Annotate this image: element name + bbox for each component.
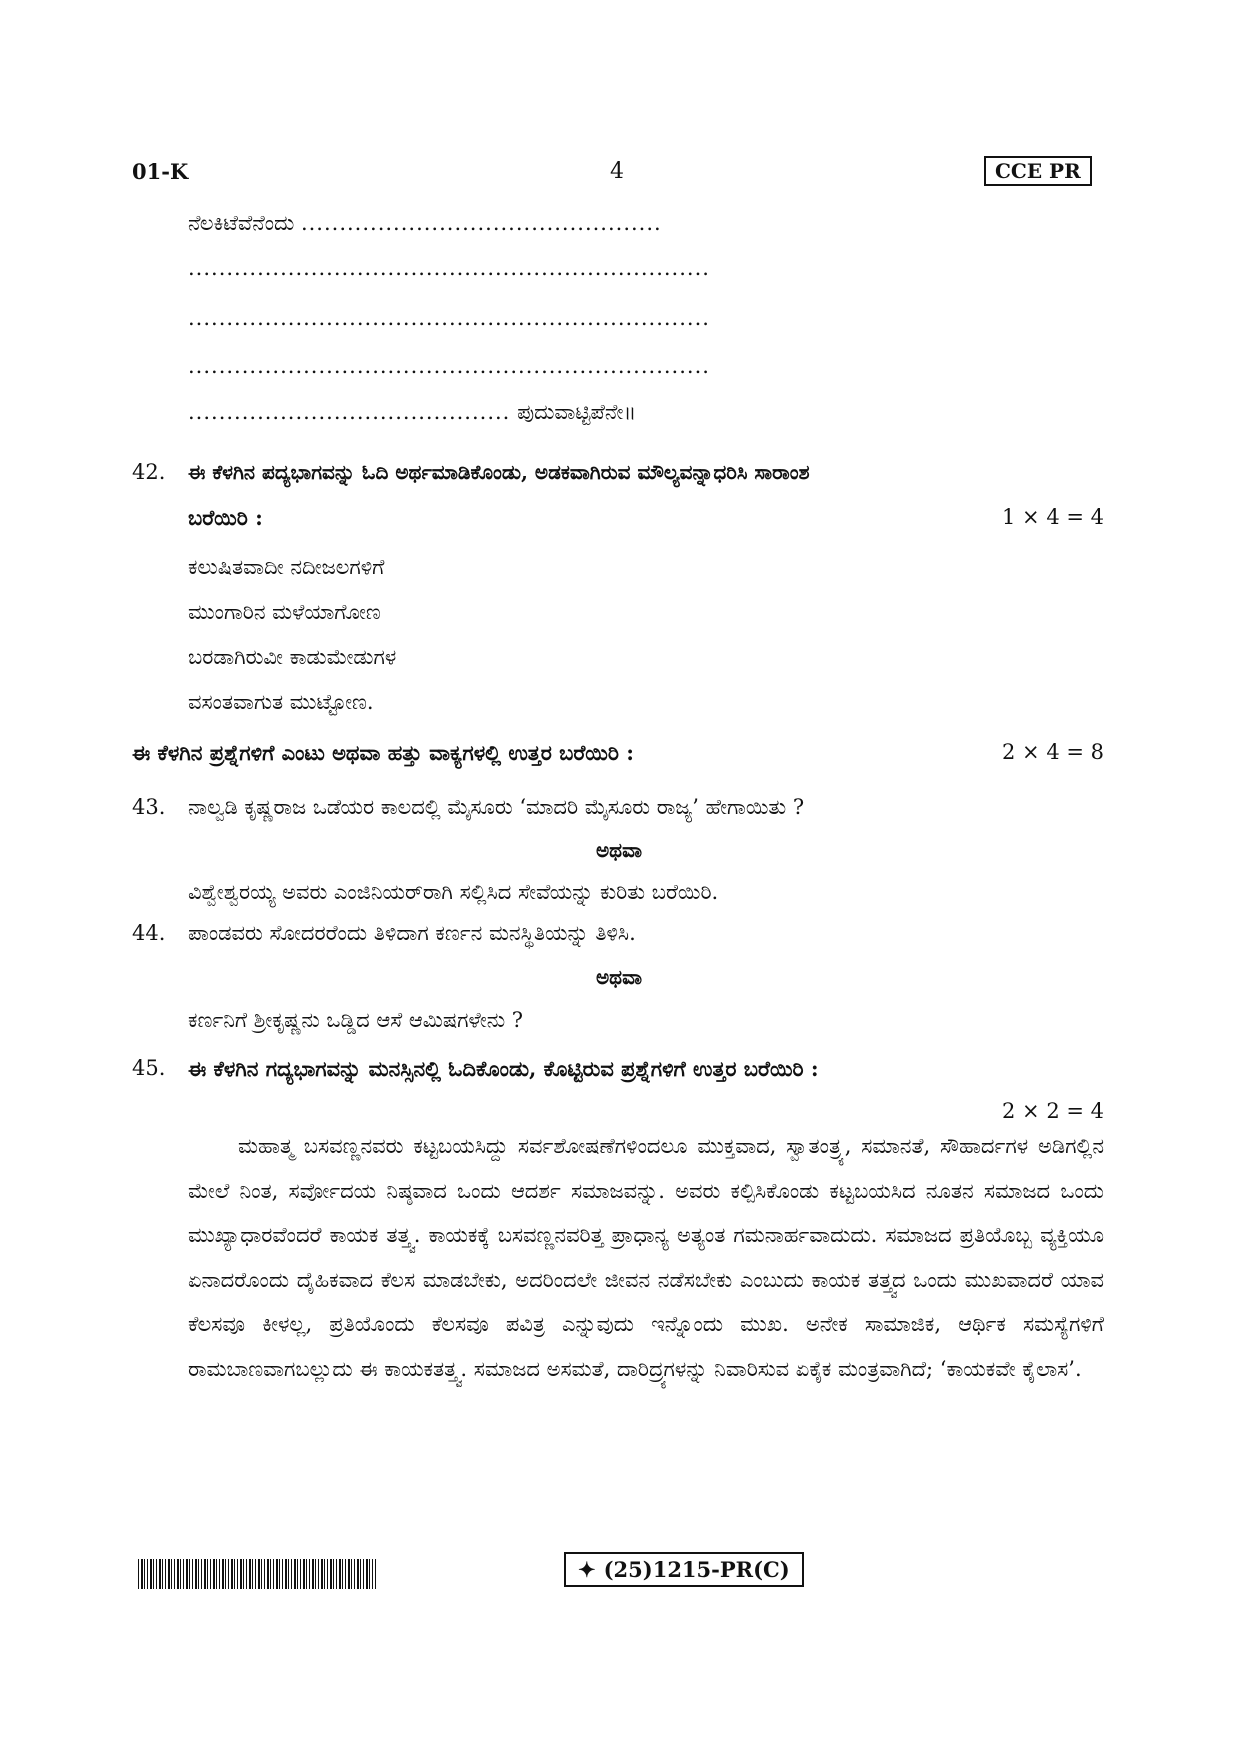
q44-alt: ಕರ್ಣನಿಗೆ ಶ್ರೀಕೃಷ್ಣನು ಒಡ್ಡಿದ ಆಸೆ ಆಮಿಷಗಳೇನು ? [188, 1008, 524, 1032]
q42-text-line2: ಬರೆಯಿರಿ : [188, 505, 263, 530]
q45-passage-text: ಮಹಾತ್ಮ ಬಸವಣ್ಣನವರು ಕಟ್ಟಬಯಸಿದ್ದು ಸರ್ವಶೋಷಣೆಗಳಿಂದಲೂ ಮುಕ್ತವಾದ, ಸ್ವಾತಂತ್ರ್ಯ, ಸಮಾನತೆ, ಸೌಹಾರ್ದಗಳ ಅಡಿಗಲ್ಲಿನ ಮೇಲೆ ನಿಂತ, ಸರ್ವೋದಯ ನಿಷ್ಠವಾದ ಒಂದು ಆದರ್ಶ ಸಮಾಜವನ್ನು. ಅವರು ಕಲ್ಪಿಸಿಕೊಂಡು ಕಟ್ಟಬಯಸಿದ ನೂತನ ಸಮಾಜದ ಒಂದು ಮುಖ್ಯಾಧಾರವೆಂದರೆ ಕಾಯಕ ತತ್ತ್ವ. ಕಾಯಕಕ್ಕೆ ಬಸವಣ್ಣನವರಿತ್ತ ಪ್ರಾಧಾನ್ಯ ಅತ್ಯಂತ ಗಮನಾರ್ಹವಾದುದು. ಸಮಾಜದ ಪ್ರತಿಯೊಬ್ಬ ವ್ಯಕ್ತಿಯೂ ಏನಾದರೊಂದು ದೈಹಿಕವಾದ ಕೆಲಸ ಮಾಡಬೇಕು, ಅದರಿಂದಲೇ ಜೀವನ ನಡೆಸಬೇಕು ಎಂಬುದು ಕಾಯಕ ತತ್ತ್ವದ ಒಂದು ಮುಖವಾದರೆ ಯಾವ ಕೆಲಸವೂ ಕೀಳಲ್ಲ, ಪ್ರತಿಯೊಂದು ಕೆಲಸವೂ ಪವಿತ್ರ ಎನ್ನುವುದು ಇನ್ನೊಂದು ಮುಖ. ಅನೇಕ ಸಾಮಾಜಿಕ, ಆರ್ಥಿಕ ಸಮಸ್ಯೆಗಳಿಗೆ ರಾಮಬಾಣವಾಗಬಲ್ಲುದು ಈ ಕಾಯಕತತ್ತ್ವ. ಸಮಾಜದ ಅಸಮತೆ, ದಾರಿದ್ರ್ಯಗಳನ್ನು ನಿವಾರಿಸುವ ಏಕೈಕ ಮಂತ್ರವಾಗಿದೆ; ‘ಕಾಯಕವೇ ಕೈಲಾಸ’. [188, 1134, 1104, 1381]
blank-line-3: .................................................................... [188, 306, 710, 330]
page-number: 4 [610, 159, 624, 184]
blank-line-5 [188, 400, 636, 425]
q42-number: 42. [132, 460, 166, 484]
section-instruction: ಈ ಕೆಳಗಿನ ಪ್ರಶ್ನೆಗಳಿಗೆ ಎಂಟು ಅಥವಾ ಹತ್ತು ವಾಕ್ಯಗಳಲ್ಲಿ ಉತ್ತರ ಬರೆಯಿರಿ : [132, 740, 634, 765]
q42-text-line1: ಈ ಕೆಳಗಿನ ಪದ್ಯಭಾಗವನ್ನು ಓದಿ ಅರ್ಥಮಾಡಿಕೊಂಡು, ಅಡಕವಾಗಿರುವ ಮೌಲ್ಯವನ್ನಾಧರಿಸಿ ಸಾರಾಂಶ [188, 460, 810, 484]
footer-code: (25)1215-PR(C) [603, 1557, 790, 1582]
q42-poem-line-1: ಕಲುಷಿತವಾದೀ ನದೀಜಲಗಳಿಗೆ [188, 555, 385, 579]
q45-marks: 2 × 2 = 4 [1002, 1099, 1104, 1123]
star-icon: ✦ [578, 1557, 596, 1582]
blank-line-4: .................................................................... [188, 354, 710, 378]
q43-number: 43. [132, 795, 166, 819]
blank-line-1-dots: ............................................... [300, 211, 662, 235]
q43-text: ನಾಲ್ವಡಿ ಕೃಷ್ಣರಾಜ ಒಡೆಯರ ಕಾಲದಲ್ಲಿ ಮೈಸೂರು ‘ಮಾದರಿ ಮೈಸೂರು ರಾಜ್ಯ’ ಹೇಗಾಯಿತು ? [188, 795, 805, 819]
barcode [138, 1559, 376, 1589]
cce-pr-box: CCE PR [984, 156, 1092, 186]
section-marks: 2 × 4 = 8 [1002, 740, 1104, 764]
q42-poem-line-4: ವಸಂತವಾಗುತ ಮುಟ್ಟೋಣ. [188, 690, 374, 714]
blank-line-5-dots: .......................................... [188, 400, 511, 424]
q44-number: 44. [132, 921, 166, 945]
blank-line-2: .................................................................... [188, 256, 710, 280]
q42-marks: 1 × 4 = 4 [1002, 505, 1104, 529]
footer-code-box [564, 1552, 804, 1587]
q43-alt: ವಿಶ್ವೇಶ್ವರಯ್ಯ ಅವರು ಎಂಜಿನಿಯರ್‌ರಾಗಿ ಸಲ್ಲಿಸಿದ ಸೇವೆಯನ್ನು ಕುರಿತು ಬರೆಯಿರಿ. [188, 880, 719, 904]
q42-poem-line-2: ಮುಂಗಾರಿನ ಮಳೆಯಾಗೋಣ [188, 600, 381, 624]
q44-text: ಪಾಂಡವರು ಸೋದರರೆಂದು ತಿಳಿದಾಗ ಕರ್ಣನ ಮನಸ್ಥಿತಿಯನ್ನು ತಿಳಿಸಿ. [188, 921, 636, 945]
paper-code: 01-K [132, 159, 189, 184]
q42-poem-line-3: ಬರಡಾಗಿರುವೀ ಕಾಡುಮೇಡುಗಳ [188, 645, 397, 669]
blank-line-1-prefix: ನೆಲಕಿಟೆವೆನೆಂದು [188, 211, 295, 235]
q45-passage [188, 1124, 1104, 1391]
q44-or: ಅಥವಾ [596, 965, 642, 989]
q45-text: ಈ ಕೆಳಗಿನ ಗದ್ಯಭಾಗವನ್ನು ಮನಸ್ಸಿನಲ್ಲಿ ಓದಿಕೊಂಡು, ಕೊಟ್ಟಿರುವ ಪ್ರಶ್ನೆಗಳಿಗೆ ಉತ್ತರ ಬರೆಯಿರಿ : [188, 1056, 819, 1081]
blank-line-1 [188, 211, 662, 236]
q45-number: 45. [132, 1056, 166, 1080]
q43-or: ಅಥವಾ [596, 838, 642, 862]
blank-line-5-suffix: ಪುದುವಾಟ್ಟಿಪೆನೇ॥ [517, 400, 637, 424]
